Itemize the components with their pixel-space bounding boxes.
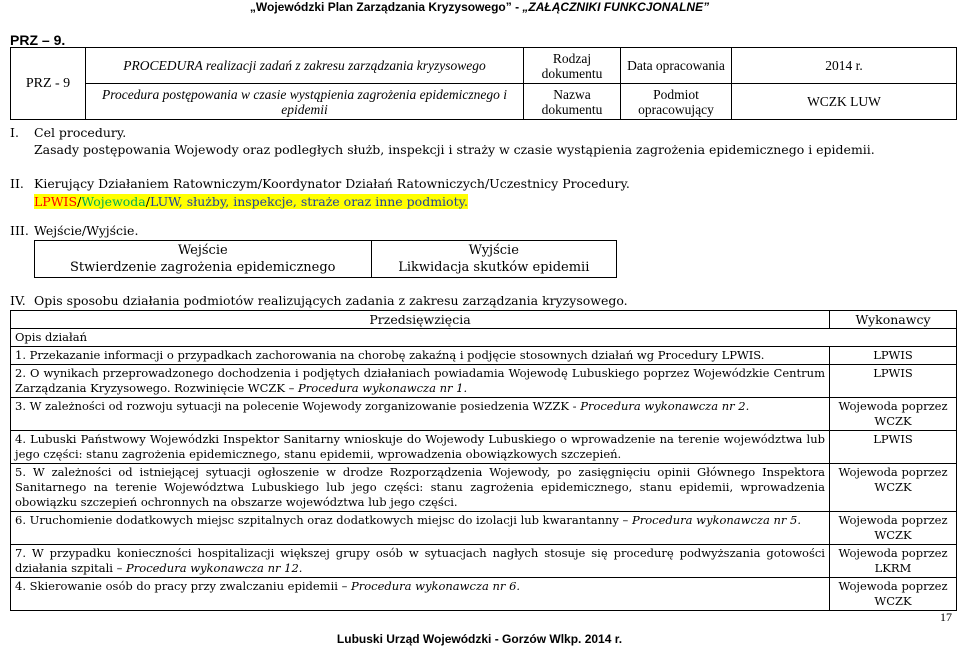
input-cell [35,241,372,278]
action-row [11,431,957,464]
action-executor: LPWIS [830,347,957,365]
prz-cell: PRZ - 9 [11,48,86,120]
action-row [11,365,957,398]
podmiot-value: WCZK LUW [732,84,957,120]
action-executor: Wojewoda poprzez WCZK [830,512,957,545]
col-wykonawcy: Wykonawcy [830,311,957,329]
action-row [11,545,957,578]
procedure-code: PRZ – 9. [10,32,66,48]
action-description [11,512,830,545]
procedure-name: Procedura postępowania w czasie wystąpienia zagrożenia epidemicznego i epidemii [86,84,524,120]
action-row [11,512,957,545]
input-label: Wejście [177,243,228,258]
nazwa-label: Nazwa dokumentu [524,84,621,120]
action-row [11,398,957,431]
action-text: 2. O wynikach przeprowadzonego dochodzenia i podjętych działaniach powiadamia Wojewodę Lubuskiego poprzez Wojewódzkie Centrum Zarządzania Kryzysowego. Rozwinięcie WCZK – [15,366,825,395]
podmiot-label: Podmiot opracowujący [621,84,732,120]
action-description [11,398,830,431]
section-3-heading [10,222,138,240]
action-row [11,347,957,365]
page-number: 17 [940,610,952,624]
col-przedsiewziecia: Przedsięwzięcia [11,311,830,329]
action-text: 1. Przekazanie informacji o przypadkach zachorowania na chorobę zakaźną i podjęcie stosownych działań wg Procedury LPWIS. [15,348,765,362]
section-4-heading [10,292,628,310]
action-executor: Wojewoda poprzez WCZK [830,578,957,611]
action-text: 7. W przypadku konieczności hospitalizacji większej grupy osób w sytuacjach nagłych stosuje się procedurę podwyższania gotowości działania szpitali – [15,546,825,575]
data-value: 2014 r. [732,48,957,84]
input-value: Stwierdzenie zagrożenia epidemicznego [70,260,336,275]
participant-sep-2: / [145,194,150,209]
section-2-heading [10,175,630,193]
action-text: 5. W zależności od istniejącej sytuacji ogłoszenie w drodze Rozporządzenia Wojewody, po zasięgnięciu opinii Głównego Inspektora Sanitarnego na terenie Województwa Lubuskiego lub jego części: stanu zagrożenia epidemicznego, stanu epidemii, wprowadzenia obowiązku szczepień ochronnych na obszarze województwa lub jego części. [15,465,825,509]
action-executor: Wojewoda poprzez WCZK [830,464,957,512]
action-row [11,578,957,611]
document-info-table [10,47,957,120]
action-text: 6. Uruchomienie dodatkowych miejsc szpitalnych oraz dodatkowych miejsc do izolacji lub kwarantanny – [15,513,632,527]
action-procedure-ref: Procedura wykonawcza nr 12. [126,561,303,575]
page-header [0,0,959,14]
action-description [11,431,830,464]
action-executor: Wojewoda poprzez WCZK [830,398,957,431]
procedure-title: PROCEDURA realizacji zadań z zakresu zarządzania kryzysowego [86,48,524,84]
action-executor: LPWIS [830,431,957,464]
participant-others: LUW, służby, inspekcje, straże oraz inne podmioty. [149,194,468,209]
action-description [11,464,830,512]
action-text: 4. Lubuski Państwowy Wojewódzki Inspektor Sanitarny wnioskuje do Wojewody Lubuskiego o wprowadzenie na terenie województwa lub jego części: stanu zagrożenia epidemicznego, stanu epidemii, wprowadzenia obowiązkowych szczepień. [15,432,825,461]
section-4-number: IV. [10,293,26,308]
action-procedure-ref: Procedura wykonawcza nr 2. [580,399,750,413]
page-footer: Lubuski Urząd Wojewódzki - Gorzów Wlkp. 2014 r. [336,632,623,646]
header-suffix: „ZAŁĄCZNIKI FUNKCJONALNE” [522,0,710,14]
output-cell [371,241,616,278]
output-label: Wyjście [468,243,519,258]
output-value: Likwidacja skutków epidemii [398,260,590,275]
section-1-text: Zasady postępowania Wojewody oraz podległych służb, inspekcji i straży w czasie wystąpienia zagrożenia epidemicznego i epidemii. [34,142,875,157]
action-description [11,347,830,365]
section-2-title: Kierujący Działaniem Ratowniczym/Koordynator Działań Ratowniczych/Uczestnicy Procedury. [34,176,630,191]
action-text: 3. W zależności od rozwoju sytuacji na polecenie Wojewody zorganizowanie posiedzenia WZZK - [15,399,581,413]
input-output-table [34,240,617,278]
section-3-title: Wejście/Wyjście. [34,223,139,238]
action-executor: LPWIS [830,365,957,398]
section-1-title: Cel procedury. [34,125,127,140]
action-description [11,578,830,611]
action-description [11,545,830,578]
action-executor: Wojewoda poprzez LKRM [830,545,957,578]
action-text: 4. Skierowanie osób do pracy przy zwalczaniu epidemii – [15,579,351,593]
action-row [11,464,957,512]
rodzaj-label: Rodzaj dokumentu [524,48,621,84]
action-procedure-ref: Procedura wykonawcza nr 1. [298,381,468,395]
section-3-number: III. [10,223,29,238]
section-4-title: Opis sposobu działania podmiotów realizujących zadania z zakresu zarządzania kryzysowego. [34,293,628,308]
participant-sep-1: / [77,194,82,209]
section-1-number: I. [10,125,19,140]
action-description [11,365,830,398]
actions-table [10,310,957,611]
action-procedure-ref: Procedura wykonawcza nr 5. [631,513,802,527]
section-2-number: II. [10,176,24,191]
section-1-heading [10,124,126,142]
participant-lpwis: LPWIS [34,194,78,209]
section-2-participants [34,193,468,211]
data-label: Data opracowania [621,48,732,84]
participant-wojewoda: Wojewoda [81,194,146,209]
opis-label: Opis działań [11,329,957,347]
action-procedure-ref: Procedura wykonawcza nr 6. [350,579,521,593]
header-prefix: „Wojewódzki Plan Zarządzania Kryzysowego” - [249,0,523,14]
